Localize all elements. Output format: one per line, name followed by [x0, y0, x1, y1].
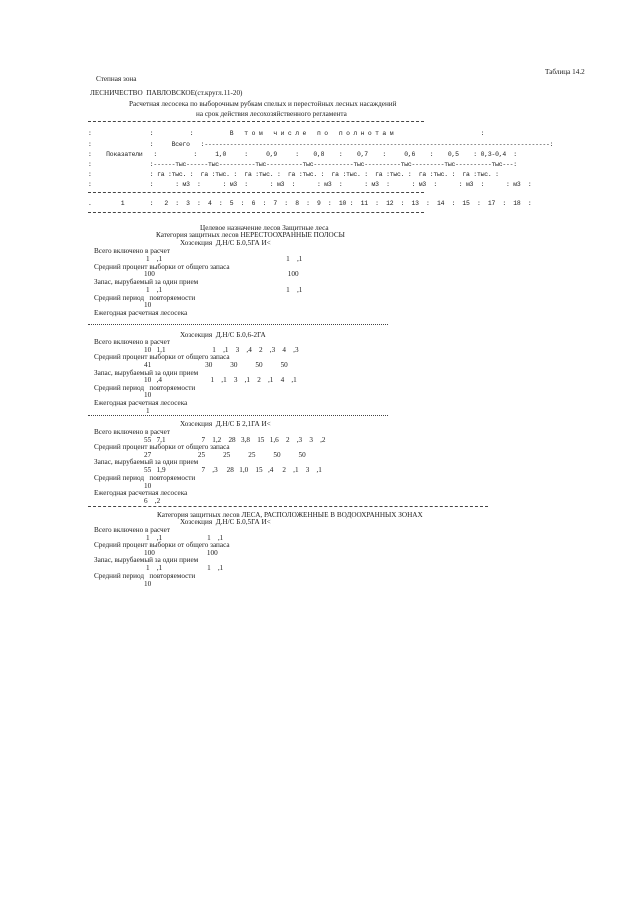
row-values: 10 [144, 580, 152, 588]
row-label: Ежегодная расчетная лесосека [94, 489, 188, 497]
row-values: 10 ,4 1 ,1 3 ,1 2 ,1 4 ,1 [144, 376, 297, 384]
row-values: 10 1,1 1 ,1 3 ,4 2 ,3 4 ,3 [144, 346, 299, 354]
row-label: Всего включено в расчет [94, 247, 170, 255]
row-values: 1 ,1 1 ,1 [146, 255, 303, 263]
row-label: Запас, вырубаемый за один прием [94, 458, 199, 466]
row-values: 10 [144, 482, 152, 490]
row-label: Средний период повторяемости [94, 572, 196, 580]
title-line-2: на срок действия лесохозяйственного регламента [196, 110, 347, 118]
row-label: Всего включено в расчет [94, 428, 170, 436]
row-label: Ежегодная расчетная лесосека [94, 309, 188, 317]
forestry-name: ЛЕСНИЧЕСТВО ПАВЛОВСКОЕ(ст.кругл.11-20) [90, 89, 243, 97]
hozsection-title: Хозсекция Д.Н/С Б.0,5ГА И< [180, 239, 271, 247]
row-values: 1 [146, 407, 150, 415]
row-values: 100 100 [144, 270, 299, 278]
table-number: Таблица 14.2 [545, 68, 585, 76]
hozsection-title: Хозсекция Д.Н/С Б.0,6-2ГА [180, 331, 266, 339]
zone-label: Степная зона [96, 75, 137, 83]
hozsection-title: Хозсекция Д.Н/С Б 2,1ГА И< [180, 420, 271, 428]
row-label: Запас, вырубаемый за один прием [94, 369, 199, 377]
header-columns-row: : Показатели : : 1,0 : 0,9 : 0,8 : 0,7 : 0,6 : 0,5 : 0,3-0,4 : [88, 151, 517, 158]
header-units-row: : : га :тыс. : га :тыс. : га :тыс. : га :тыс. : га :тыс. : га :тыс. : га :тыс. : га :тыс. : [88, 171, 499, 178]
row-values: 55 7,1 7 1,2 28 3,8 15 1,6 2 ,3 3 ,2 [144, 436, 326, 444]
row-label: Средний период повторяемости [94, 474, 196, 482]
row-label: Ежегодная расчетная лесосека [94, 399, 188, 407]
row-label: Запас, вырубаемый за один прием [94, 278, 199, 286]
row-values: 41 30 30 50 50 [144, 361, 288, 369]
purpose-title: Целевое назначение лесов Защитные леса [200, 224, 329, 232]
header-rule-top [88, 121, 424, 122]
header-rule-bottom [88, 212, 424, 213]
row-values: 10 [144, 391, 152, 399]
section-divider [88, 506, 488, 507]
row-label: Средний период повторяемости [94, 294, 196, 302]
row-values: 1 ,1 1 ,1 [146, 564, 224, 572]
row-label: Средний процент выборки от общего запаса [94, 353, 230, 361]
row-values: 100 100 [144, 549, 218, 557]
block-divider [88, 415, 388, 416]
row-label: Средний процент выборки от общего запаса [94, 443, 230, 451]
category-title: Категория защитных лесов НЕРЕСТООХРАННЫЕ ПОЛОСЫ [156, 231, 345, 239]
header-number-row: . 1 : 2 : 3 : 4 : 5 : 6 : 7 : 8 : 9 : 10 : 11 : 12 : 13 : 14 : 15 : 17 : 18 : [88, 200, 532, 207]
row-label: Всего включено в расчет [94, 338, 170, 346]
row-label: Средний период повторяемости [94, 384, 196, 392]
header-incl-row: : : : В т о м ч и с л е п о п о л н о т а м : [88, 130, 485, 137]
header-dash-row: : :------тыс------тыс----------тыс----------тыс-----------тыс----------тыс---------тыс----------тыс---: [88, 161, 517, 168]
row-values: 55 1,9 7 ,3 28 1,0 15 ,4 2 ,1 3 ,1 [144, 466, 322, 474]
header-m3-row: : : : м3 : : м3 : : м3 : : м3 : : м3 : : м3 : : м3 : : м3 : [88, 181, 532, 188]
header-total-row: : : Всего :-----------------------------------------------------------------------------------------------: [88, 141, 554, 148]
hozsection-title: Хозсекция Д.Н/С Б.0,5ГА И< [180, 518, 271, 526]
title-line-1: Расчетная лесосека по выборочным рубкам спелых и перестойных лесных насаждений [129, 100, 397, 108]
row-label: Средний процент выборки от общего запаса [94, 541, 230, 549]
row-values: 1 ,1 1 ,1 [146, 286, 303, 294]
row-label: Запас, вырубаемый за один прием [94, 556, 199, 564]
category-title: Категория защитных лесов ЛЕСА, РАСПОЛОЖЕННЫЕ В ВОДООХРАННЫХ ЗОНАХ [157, 511, 423, 519]
row-values: 1 ,1 1 ,1 [146, 534, 224, 542]
header-rule-mid [88, 192, 424, 193]
row-values: 27 25 25 25 50 50 [144, 451, 306, 459]
row-label: Всего включено в расчет [94, 526, 170, 534]
block-divider [88, 324, 388, 325]
row-label: Средний процент выборки от общего запаса [94, 263, 230, 271]
row-values: 10 [144, 301, 152, 309]
row-values: 6 ,2 [144, 497, 161, 505]
